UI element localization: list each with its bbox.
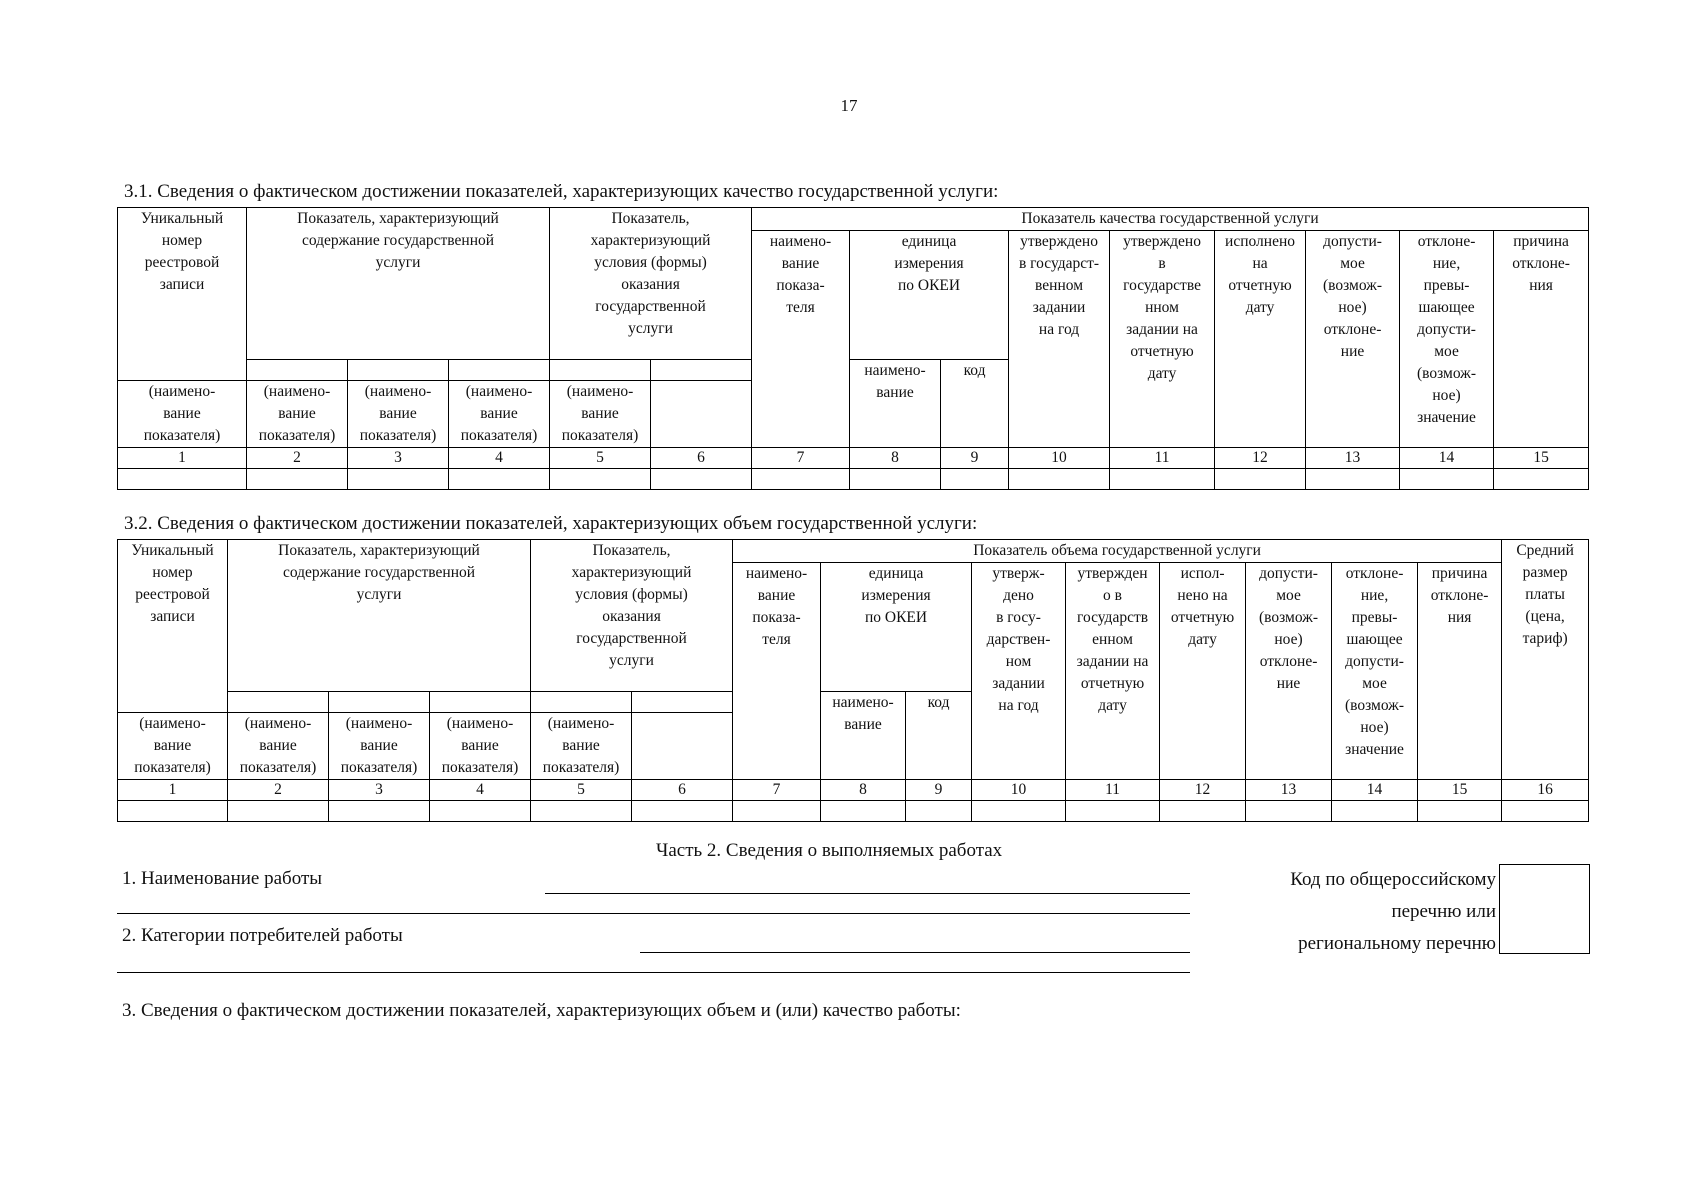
header-unit-name: наимено- вание [821, 692, 906, 780]
indicator-name-label: (наимено- вание показателя) [348, 381, 449, 448]
data-cell[interactable] [632, 801, 733, 822]
data-cell[interactable] [550, 469, 651, 490]
column-number: 13 [1306, 448, 1400, 469]
indicator-name-label: (наимено- вание показателя) [430, 713, 531, 780]
indicator-name-label: (наимено- вание показателя) [247, 381, 348, 448]
indicator-name-label: (наимено- вание показателя) [531, 713, 632, 780]
indicator-name-label: (наимено- вание показателя) [118, 381, 247, 448]
column-number: 14 [1400, 448, 1494, 469]
data-cell[interactable] [449, 469, 550, 490]
data-cell[interactable] [821, 801, 906, 822]
content-indicator-cell [228, 692, 329, 713]
column-number: 7 [733, 780, 821, 801]
header-unique-number: Уникальный номер реестровой записи [118, 540, 228, 713]
column-number: 4 [430, 780, 531, 801]
data-cell[interactable] [1400, 469, 1494, 490]
data-cell[interactable] [228, 801, 329, 822]
content-indicator-cell [348, 360, 449, 381]
data-cell[interactable] [118, 801, 228, 822]
header-executed: испол- нено на отчетную дату [1160, 563, 1246, 780]
consumers-label: 2. Категории потребителей работы [122, 925, 403, 946]
data-cell[interactable] [733, 801, 821, 822]
data-cell[interactable] [1215, 469, 1306, 490]
column-number: 2 [228, 780, 329, 801]
column-number-row [118, 448, 1589, 469]
header-unit-code: код [906, 692, 972, 780]
header-exceeding-deviation: отклоне- ние, превы- шающее допусти- мое (возмож- ное) значение [1400, 231, 1494, 448]
part-2-title: Часть 2. Сведения о выполняемых работах [656, 840, 1003, 861]
consumers-underline[interactable] [640, 952, 1190, 953]
page-number: 17 [840, 96, 858, 115]
header-unit-code: код [941, 360, 1009, 448]
section-3-1-title: 3.1. Сведения о фактическом достижении показателей, характеризующих качество государственной услуги: [124, 181, 999, 202]
data-cell[interactable] [1502, 801, 1589, 822]
content-indicator-cell [430, 692, 531, 713]
volume-indicators-table [117, 539, 1589, 822]
data-cell[interactable] [1418, 801, 1502, 822]
column-number: 7 [752, 448, 850, 469]
column-number: 3 [329, 780, 430, 801]
indicator-name-label: (наимено- вание показателя) [550, 381, 651, 448]
header-unit-name: наимено- вание [850, 360, 941, 448]
data-cell[interactable] [972, 801, 1066, 822]
data-cell[interactable] [348, 469, 449, 490]
header-unique-number: Уникальный номер реестровой записи [118, 208, 247, 381]
column-number: 11 [1066, 780, 1160, 801]
header-average-fee: Средний размер платы (цена, тариф) [1502, 540, 1589, 780]
registry-code-box[interactable] [1499, 864, 1590, 954]
header-conditions-indicator: Показатель, характеризующий условия (формы) оказания государственной услуги [550, 208, 752, 360]
consumers-underline-2[interactable] [117, 972, 1190, 973]
header-executed: исполнено на отчетную дату [1215, 231, 1306, 448]
data-cell[interactable] [329, 801, 430, 822]
column-number: 3 [348, 448, 449, 469]
header-unit-okei: единица измерения по ОКЕИ [850, 231, 1009, 360]
header-approved-date: утвержден о в государств енном задании на отчетную дату [1066, 563, 1160, 780]
indicator-name-label: (наимено- вание показателя) [449, 381, 550, 448]
column-number: 11 [1110, 448, 1215, 469]
column-number: 6 [651, 448, 752, 469]
quality-indicators-table [117, 207, 1589, 490]
content-indicator-cell [329, 692, 430, 713]
header-deviation-reason: причина отклоне- ния [1418, 563, 1502, 780]
data-cell[interactable] [1009, 469, 1110, 490]
data-entry-row [118, 801, 1589, 822]
header-quality-group: Показатель качества государственной услуги [752, 208, 1589, 231]
header-approved-year: утверж- дено в госу- дарствен- ном задании на год [972, 563, 1066, 780]
work-name-underline[interactable] [545, 893, 1190, 894]
header-indicator-name: наимено- вание показа- теля [752, 231, 850, 448]
conditions-indicator-cell [531, 692, 632, 713]
column-number: 15 [1418, 780, 1502, 801]
registry-code-label: Код по общероссийскому перечню или региональному перечню [1290, 869, 1496, 954]
column-number: 4 [449, 448, 550, 469]
column-number: 5 [531, 780, 632, 801]
section-3-work-label: 3. Сведения о фактическом достижении показателей, характеризующих объем и (или) качество работы: [122, 1000, 961, 1021]
section-3-2-title: 3.2. Сведения о фактическом достижении показателей, характеризующих объем государственной услуги: [124, 513, 978, 534]
column-number: 1 [118, 780, 228, 801]
work-name-label: 1. Наименование работы [122, 868, 323, 889]
column-number: 10 [1009, 448, 1110, 469]
column-number: 9 [941, 448, 1009, 469]
data-cell[interactable] [906, 801, 972, 822]
column-number: 2 [247, 448, 348, 469]
data-cell[interactable] [118, 469, 247, 490]
conditions-indicator-cell [550, 360, 651, 381]
data-cell[interactable] [531, 801, 632, 822]
header-conditions-indicator: Показатель, характеризующий условия (формы) оказания государственной услуги [531, 540, 733, 692]
header-deviation-reason: причина отклоне- ния [1494, 231, 1589, 448]
data-cell[interactable] [1494, 469, 1589, 490]
conditions-indicator-cell [632, 692, 733, 713]
header-content-indicator: Показатель, характеризующий содержание государственной услуги [228, 540, 531, 692]
data-cell[interactable] [651, 469, 752, 490]
header-unit-okei: единица измерения по ОКЕИ [821, 563, 972, 692]
indicator-name-label: (наимено- вание показателя) [118, 713, 228, 780]
header-volume-group: Показатель объема государственной услуги [733, 540, 1502, 563]
data-cell[interactable] [752, 469, 850, 490]
data-cell[interactable] [1066, 801, 1160, 822]
column-number: 12 [1215, 448, 1306, 469]
column-number: 5 [550, 448, 651, 469]
data-cell[interactable] [1306, 469, 1400, 490]
data-cell[interactable] [1110, 469, 1215, 490]
data-cell[interactable] [1246, 801, 1332, 822]
header-approved-year: утверждено в государст- венном задании на год [1009, 231, 1110, 448]
data-cell[interactable] [1332, 801, 1418, 822]
data-entry-row [118, 469, 1589, 490]
header-exceeding-deviation: отклоне- ние, превы- шающее допусти- мое (возмож- ное) значение [1332, 563, 1418, 780]
column-number: 12 [1160, 780, 1246, 801]
column-number: 9 [906, 780, 972, 801]
column-number: 8 [821, 780, 906, 801]
column-number: 10 [972, 780, 1066, 801]
column-number: 14 [1332, 780, 1418, 801]
header-indicator-name: наимено- вание показа- теля [733, 563, 821, 780]
conditions-indicator-cell [651, 360, 752, 381]
column-number: 6 [632, 780, 733, 801]
header-approved-date: утверждено в государстве нном задании на отчетную дату [1110, 231, 1215, 448]
column-number-row [118, 780, 1589, 801]
indicator-name-label: (наимено- вание показателя) [329, 713, 430, 780]
column-number: 8 [850, 448, 941, 469]
column-number: 16 [1502, 780, 1589, 801]
data-cell[interactable] [430, 801, 531, 822]
content-indicator-cell [449, 360, 550, 381]
column-number: 15 [1494, 448, 1589, 469]
indicator-name-label: (наимено- вание показателя) [228, 713, 329, 780]
data-cell[interactable] [1160, 801, 1246, 822]
work-name-underline-2[interactable] [117, 913, 1190, 914]
data-cell[interactable] [247, 469, 348, 490]
column-number: 13 [1246, 780, 1332, 801]
header-allowed-deviation: допусти- мое (возмож- ное) отклоне- ние [1306, 231, 1400, 448]
column-number: 1 [118, 448, 247, 469]
content-indicator-cell [247, 360, 348, 381]
header-allowed-deviation: допусти- мое (возмож- ное) отклоне- ние [1246, 563, 1332, 780]
data-cell[interactable] [941, 469, 1009, 490]
data-cell[interactable] [850, 469, 941, 490]
header-content-indicator: Показатель, характеризующий содержание государственной услуги [247, 208, 550, 360]
